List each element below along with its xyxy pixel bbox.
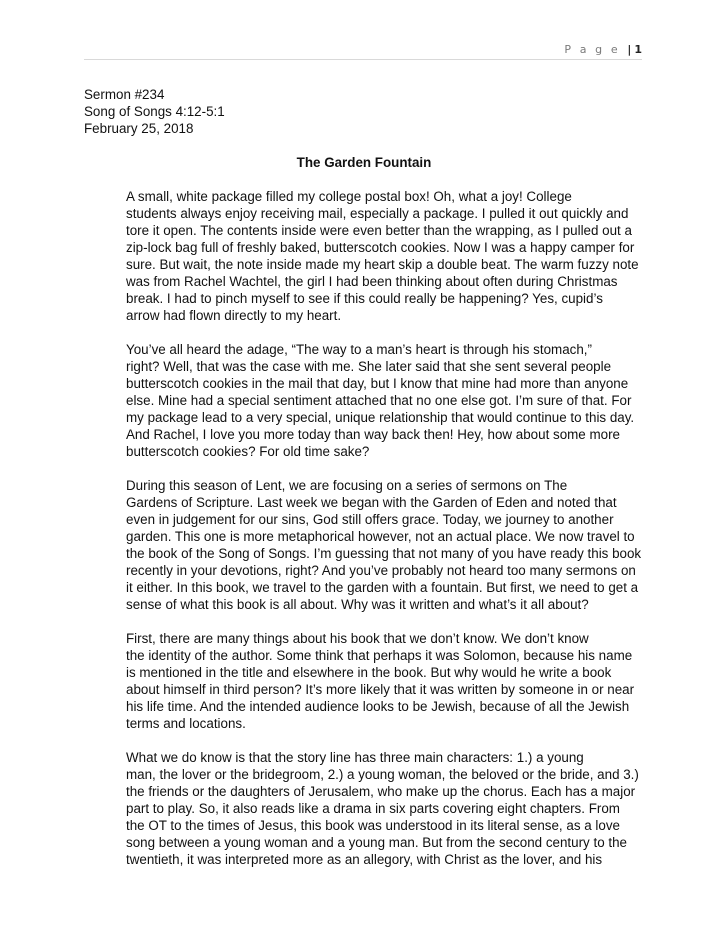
paragraph-line: even in judgement for our sins, God still offers grace. Today, we journey to another: [126, 512, 614, 527]
paragraph-line: the identity of the author. Some think that perhaps it was Solomon, because his name: [126, 648, 633, 663]
sermon-paragraphs: [84, 188, 644, 868]
paragraph-line: the book of the Song of Songs. I’m guessing that not many of you have ready this book: [126, 546, 642, 561]
paragraph: [84, 749, 644, 868]
paragraph-line: butterscotch cookies in the mail that day, but I know that mine had more than anyone: [126, 376, 629, 391]
page-header: [564, 43, 642, 56]
paragraph-line: break. I had to pinch myself to see if this could really be happening? Yes, cupid’s: [126, 291, 603, 306]
paragraph-line: was from Rachel Wachtel, the girl I had been thinking about often during Christmas: [126, 274, 618, 289]
sermon-meta: [84, 86, 644, 137]
paragraph-line: my package lead to a very special, unique relationship that would continue to this day.: [126, 410, 635, 425]
page-label: P a g e: [564, 43, 621, 56]
paragraph-line: part to play. So, it also reads like a drama in six parts covering eight chapters. From: [126, 801, 620, 816]
paragraph-line: And Rachel, I love you more today than way back then! Hey, how about some more: [126, 427, 620, 442]
paragraph-line: zip-lock bag full of freshly baked, butterscotch cookies. Now I was a happy camper for: [126, 240, 635, 255]
paragraph-line: his life time. And the intended audience looks to be Jewish, because of all the Jewish: [126, 699, 630, 714]
paragraph-line: A small, white package filled my college postal box! Oh, what a joy! College: [126, 189, 572, 204]
paragraph-line: arrow had flown directly to my heart.: [126, 308, 342, 323]
paragraph-line: tore it open. The contents inside were even better than the wrapping, as I pulled out a: [126, 223, 632, 238]
paragraph: [84, 341, 644, 460]
paragraph-line: else. Mine had a special sentiment attached that no one else got. I’m sure of that. For: [126, 393, 632, 408]
paragraph-line: the OT to the times of Jesus, this book was understood in its literal sense, as a love: [126, 818, 620, 833]
paragraph-line: song between a young woman and a young man. But from the second century to the: [126, 835, 627, 850]
paragraph-line: man, the lover or the bridegroom, 2.) a young woman, the beloved or the bride, and 3.): [126, 767, 639, 782]
paragraph-line: sense of what this book is all about. Why was it written and what’s it all about?: [126, 597, 589, 612]
sermon-title: The Garden Fountain: [296, 155, 432, 170]
paragraph-line: garden. This one is more metaphorical however, not an actual place. We now travel to: [126, 529, 635, 544]
paragraph-line: butterscotch cookies? For old time sake?: [126, 444, 370, 459]
paragraph-line: You’ve all heard the adage, “The way to a man’s heart is through his stomach,”: [126, 342, 592, 357]
paragraph-line: twentieth, it was interpreted more as an allegory, with Christ as the lover, and his: [126, 852, 603, 867]
paragraph-line: the friends or the daughters of Jerusalem, who make up the chorus. Each has a major: [126, 784, 636, 799]
paragraph-line: During this season of Lent, we are focusing on a series of sermons on The: [126, 478, 568, 493]
header-rule: [84, 59, 642, 60]
paragraph-line: is mentioned in the title and elsewhere in the book. But why would he write a book: [126, 665, 612, 680]
paragraph-line: recently in your devotions, right? And you’ve probably not heard too many sermons on: [126, 563, 636, 578]
page-separator: |: [627, 43, 632, 56]
paragraph-line: right? Well, that was the case with me. She later said that she sent several people: [126, 359, 612, 374]
sermon-date: February 25, 2018: [84, 121, 194, 136]
paragraph-line: First, there are many things about his book that we don’t know. We don’t know: [126, 631, 589, 646]
page-number: 1: [634, 43, 642, 56]
paragraph-line: about himself in third person? It’s more likely that it was written by someone in or near: [126, 682, 635, 697]
paragraph: [84, 477, 644, 613]
paragraph-line: terms and locations.: [126, 716, 246, 731]
paragraph: [84, 630, 644, 732]
paragraph-line: What we do know is that the story line has three main characters: 1.) a young: [126, 750, 584, 765]
paragraph: [84, 188, 644, 324]
paragraph-line: it either. In this book, we travel to the garden with a fountain. But first, we need to get a: [126, 580, 639, 595]
document-body: [84, 86, 644, 885]
sermon-number: Sermon #234: [84, 87, 165, 102]
paragraph-line: Gardens of Scripture. Last week we began with the Garden of Eden and noted that: [126, 495, 617, 510]
scripture-reference: Song of Songs 4:12-5:1: [84, 104, 225, 119]
paragraph-line: sure. But wait, the note inside made my heart skip a double beat. The warm fuzzy note: [126, 257, 639, 272]
paragraph-line: students always enjoy receiving mail, especially a package. I pulled it out quickly and: [126, 206, 629, 221]
